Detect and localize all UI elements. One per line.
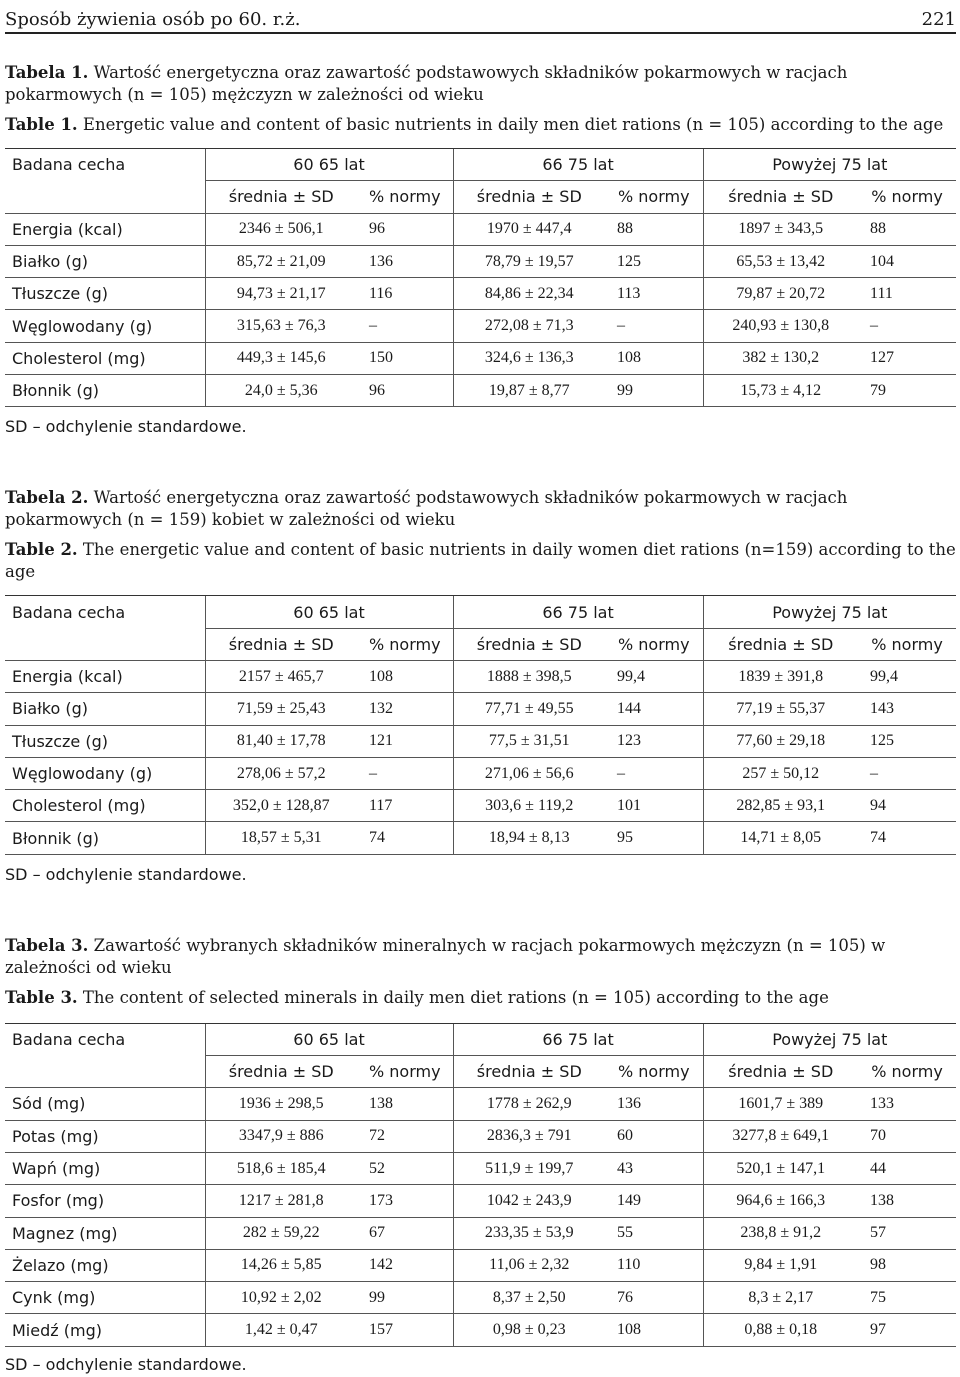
cell-percent-norm: 117 <box>357 790 453 822</box>
data-table <box>5 148 956 407</box>
age-group-header: Powyżej 75 lat <box>703 1023 956 1055</box>
table-row <box>5 245 956 277</box>
cell-mean-sd: 240,93 ± 130,8 <box>703 310 858 342</box>
empty-header-cell <box>5 628 205 660</box>
cell-percent-norm: 144 <box>605 693 703 725</box>
cell-mean-sd: 272,08 ± 71,3 <box>453 310 605 342</box>
cell-percent-norm: 173 <box>357 1185 453 1217</box>
subheader-mean-sd: średnia ± SD <box>205 628 357 660</box>
cell-percent-norm: 74 <box>357 822 453 854</box>
cell-mean-sd: 518,6 ± 185,4 <box>205 1152 357 1184</box>
caption-en <box>5 539 956 583</box>
cell-mean-sd: 18,94 ± 8,13 <box>453 822 605 854</box>
row-label: Energia (kcal) <box>5 213 205 245</box>
cell-mean-sd: 3277,8 ± 649,1 <box>703 1120 858 1152</box>
table-section-1 <box>5 62 956 439</box>
cell-mean-sd: 282,85 ± 93,1 <box>703 790 858 822</box>
caption-pl-text: Zawartość wybranych składników mineralnych w racjach pokarmowych mężczyzn (n = 105) w zależności od wieku <box>5 935 886 977</box>
table-row <box>5 1249 956 1281</box>
caption-pl <box>5 935 956 979</box>
cell-mean-sd: 77,60 ± 29,18 <box>703 725 858 757</box>
cell-percent-norm: 136 <box>357 245 453 277</box>
table-row <box>5 822 956 854</box>
cell-percent-norm: 99 <box>605 375 703 407</box>
table-section-2 <box>5 487 956 886</box>
cell-percent-norm: 116 <box>357 278 453 310</box>
cell-percent-norm: 108 <box>357 660 453 692</box>
cell-mean-sd: 1888 ± 398,5 <box>453 660 605 692</box>
caption-pl <box>5 62 956 106</box>
row-label: Żelazo (mg) <box>5 1249 205 1281</box>
caption-en-label: Table 1. <box>5 115 78 134</box>
subheader-percent-norm: % normy <box>858 181 956 213</box>
table-section-3 <box>5 935 956 1377</box>
cell-percent-norm: – <box>605 757 703 789</box>
cell-mean-sd: 14,71 ± 8,05 <box>703 822 858 854</box>
cell-mean-sd: 1601,7 ± 389 <box>703 1088 858 1120</box>
cell-percent-norm: 95 <box>605 822 703 854</box>
row-label: Tłuszcze (g) <box>5 278 205 310</box>
subheader-percent-norm: % normy <box>357 181 453 213</box>
subheader-mean-sd: średnia ± SD <box>453 181 605 213</box>
row-label: Cholesterol (mg) <box>5 790 205 822</box>
caption-en-label: Table 3. <box>5 987 78 1007</box>
cell-percent-norm: 94 <box>858 790 956 822</box>
table-row <box>5 1217 956 1249</box>
cell-percent-norm: 113 <box>605 278 703 310</box>
cell-percent-norm: 111 <box>858 278 956 310</box>
row-label: Błonnik (g) <box>5 375 205 407</box>
cell-mean-sd: 10,92 ± 2,02 <box>205 1282 357 1314</box>
cell-percent-norm: – <box>605 310 703 342</box>
cell-mean-sd: 2346 ± 506,1 <box>205 213 357 245</box>
cell-percent-norm: 97 <box>858 1314 956 1346</box>
running-head <box>5 0 956 30</box>
table-row <box>5 1185 956 1217</box>
row-label: Fosfor (mg) <box>5 1185 205 1217</box>
subheader-percent-norm: % normy <box>357 628 453 660</box>
row-label: Cholesterol (mg) <box>5 342 205 374</box>
age-group-header: 60 65 lat <box>205 149 453 181</box>
age-group-header: 66 75 lat <box>453 596 703 628</box>
cell-percent-norm: 96 <box>357 375 453 407</box>
row-label: Węglowodany (g) <box>5 757 205 789</box>
cell-mean-sd: 324,6 ± 136,3 <box>453 342 605 374</box>
table-row <box>5 1088 956 1120</box>
cell-mean-sd: 24,0 ± 5,36 <box>205 375 357 407</box>
subheader-percent-norm: % normy <box>357 1056 453 1088</box>
cell-percent-norm: 108 <box>605 1314 703 1346</box>
tables-container <box>5 62 956 1377</box>
subheader-percent-norm: % normy <box>605 181 703 213</box>
page-number: 221 <box>921 9 956 30</box>
cell-mean-sd: 0,98 ± 0,23 <box>453 1314 605 1346</box>
cell-mean-sd: 15,73 ± 4,12 <box>703 375 858 407</box>
row-label: Magnez (mg) <box>5 1217 205 1249</box>
caption-en-label: Table 2. <box>5 540 78 560</box>
cell-percent-norm: 99,4 <box>858 660 956 692</box>
table-row <box>5 342 956 374</box>
age-group-header: 60 65 lat <box>205 1023 453 1055</box>
column-header-feature: Badana cecha <box>5 596 205 628</box>
caption-en <box>5 114 956 136</box>
column-header-feature: Badana cecha <box>5 1023 205 1055</box>
cell-mean-sd: 81,40 ± 17,78 <box>205 725 357 757</box>
subheader-mean-sd: średnia ± SD <box>703 181 858 213</box>
subheader-percent-norm: % normy <box>605 628 703 660</box>
cell-percent-norm: 70 <box>858 1120 956 1152</box>
footnote: SD – odchylenie standardowe. <box>5 864 247 884</box>
data-table <box>5 1023 956 1347</box>
cell-percent-norm: 138 <box>357 1088 453 1120</box>
cell-mean-sd: 278,06 ± 57,2 <box>205 757 357 789</box>
row-label: Węglowodany (g) <box>5 310 205 342</box>
cell-mean-sd: 18,57 ± 5,31 <box>205 822 357 854</box>
caption-pl-text: Wartość energetyczna oraz zawartość podstawowych składników pokarmowych w racjach pokarmowych (n = 105) mężczyzn w zależności od wieku <box>5 63 848 104</box>
subheader-mean-sd: średnia ± SD <box>205 1056 357 1088</box>
cell-percent-norm: 127 <box>858 342 956 374</box>
cell-mean-sd: 1970 ± 447,4 <box>453 213 605 245</box>
row-label: Cynk (mg) <box>5 1282 205 1314</box>
table-row <box>5 375 956 407</box>
table-row <box>5 213 956 245</box>
document-page <box>5 0 956 1377</box>
cell-mean-sd: 19,87 ± 8,77 <box>453 375 605 407</box>
subheader-mean-sd: średnia ± SD <box>453 628 605 660</box>
caption-en <box>5 987 956 1009</box>
table-row <box>5 1314 956 1346</box>
age-group-header: 66 75 lat <box>453 149 703 181</box>
cell-mean-sd: 1778 ± 262,9 <box>453 1088 605 1120</box>
cell-percent-norm: 44 <box>858 1152 956 1184</box>
cell-mean-sd: 65,53 ± 13,42 <box>703 245 858 277</box>
subheader-percent-norm: % normy <box>605 1056 703 1088</box>
cell-percent-norm: 52 <box>357 1152 453 1184</box>
row-label: Błonnik (g) <box>5 822 205 854</box>
cell-percent-norm: 108 <box>605 342 703 374</box>
cell-mean-sd: 257 ± 50,12 <box>703 757 858 789</box>
cell-percent-norm: 121 <box>357 725 453 757</box>
subheader-percent-norm: % normy <box>858 628 956 660</box>
cell-percent-norm: 157 <box>357 1314 453 1346</box>
cell-percent-norm: 99 <box>357 1282 453 1314</box>
cell-mean-sd: 511,9 ± 199,7 <box>453 1152 605 1184</box>
table-row <box>5 278 956 310</box>
subheader-mean-sd: średnia ± SD <box>703 628 858 660</box>
subheader-percent-norm: % normy <box>858 1056 956 1088</box>
cell-mean-sd: 77,19 ± 55,37 <box>703 693 858 725</box>
cell-mean-sd: 1,42 ± 0,47 <box>205 1314 357 1346</box>
cell-percent-norm: 57 <box>858 1217 956 1249</box>
cell-percent-norm: – <box>858 757 956 789</box>
column-header-feature: Badana cecha <box>5 149 205 181</box>
cell-percent-norm: 125 <box>605 245 703 277</box>
header-rule <box>5 32 956 34</box>
cell-mean-sd: 9,84 ± 1,91 <box>703 1249 858 1281</box>
subheader-mean-sd: średnia ± SD <box>453 1056 605 1088</box>
cell-mean-sd: 77,71 ± 49,55 <box>453 693 605 725</box>
cell-percent-norm: 133 <box>858 1088 956 1120</box>
cell-percent-norm: 60 <box>605 1120 703 1152</box>
table-row <box>5 1152 956 1184</box>
cell-percent-norm: 79 <box>858 375 956 407</box>
cell-percent-norm: 55 <box>605 1217 703 1249</box>
cell-mean-sd: 1897 ± 343,5 <box>703 213 858 245</box>
running-title: Sposób żywienia osób po 60. r.ż. <box>5 9 301 30</box>
cell-mean-sd: 238,8 ± 91,2 <box>703 1217 858 1249</box>
table-row <box>5 310 956 342</box>
cell-mean-sd: 11,06 ± 2,32 <box>453 1249 605 1281</box>
empty-header-cell <box>5 1056 205 1088</box>
row-label: Sód (mg) <box>5 1088 205 1120</box>
caption-pl <box>5 487 956 531</box>
cell-mean-sd: 2836,3 ± 791 <box>453 1120 605 1152</box>
cell-percent-norm: 76 <box>605 1282 703 1314</box>
cell-percent-norm: 99,4 <box>605 660 703 692</box>
cell-percent-norm: 123 <box>605 725 703 757</box>
caption-pl-text: Wartość energetyczna oraz zawartość podstawowych składników pokarmowych w racjach pokarmowych (n = 159) kobiet w zależności od wieku <box>5 488 848 530</box>
cell-percent-norm: 142 <box>357 1249 453 1281</box>
cell-percent-norm: 98 <box>858 1249 956 1281</box>
age-group-header: Powyżej 75 lat <box>703 596 956 628</box>
table-row <box>5 693 956 725</box>
cell-percent-norm: 125 <box>858 725 956 757</box>
cell-mean-sd: 8,3 ± 2,17 <box>703 1282 858 1314</box>
subheader-mean-sd: średnia ± SD <box>703 1056 858 1088</box>
cell-mean-sd: 71,59 ± 25,43 <box>205 693 357 725</box>
cell-percent-norm: – <box>357 310 453 342</box>
cell-mean-sd: 1217 ± 281,8 <box>205 1185 357 1217</box>
row-label: Miedź (mg) <box>5 1314 205 1346</box>
age-group-header: 60 65 lat <box>205 596 453 628</box>
footnote: SD – odchylenie standardowe. <box>5 417 247 437</box>
table-row <box>5 725 956 757</box>
cell-mean-sd: 1936 ± 298,5 <box>205 1088 357 1120</box>
cell-percent-norm: 96 <box>357 213 453 245</box>
cell-mean-sd: 8,37 ± 2,50 <box>453 1282 605 1314</box>
table-row <box>5 1282 956 1314</box>
empty-header-cell <box>5 181 205 213</box>
age-group-header: 66 75 lat <box>453 1023 703 1055</box>
cell-mean-sd: 0,88 ± 0,18 <box>703 1314 858 1346</box>
cell-percent-norm: 143 <box>858 693 956 725</box>
cell-percent-norm: 74 <box>858 822 956 854</box>
age-group-header: Powyżej 75 lat <box>703 149 956 181</box>
cell-percent-norm: 67 <box>357 1217 453 1249</box>
cell-percent-norm: 138 <box>858 1185 956 1217</box>
cell-percent-norm: 104 <box>858 245 956 277</box>
cell-percent-norm: 150 <box>357 342 453 374</box>
table-row <box>5 660 956 692</box>
cell-percent-norm: 88 <box>605 213 703 245</box>
row-label: Tłuszcze (g) <box>5 725 205 757</box>
row-label: Potas (mg) <box>5 1120 205 1152</box>
table-row <box>5 757 956 789</box>
cell-mean-sd: 315,63 ± 76,3 <box>205 310 357 342</box>
cell-mean-sd: 1042 ± 243,9 <box>453 1185 605 1217</box>
cell-mean-sd: 2157 ± 465,7 <box>205 660 357 692</box>
footnote: SD – odchylenie standardowe. <box>5 1354 247 1374</box>
row-label: Białko (g) <box>5 693 205 725</box>
cell-mean-sd: 449,3 ± 145,6 <box>205 342 357 374</box>
cell-mean-sd: 84,86 ± 22,34 <box>453 278 605 310</box>
cell-mean-sd: 352,0 ± 128,87 <box>205 790 357 822</box>
caption-pl-label: Tabela 3. <box>5 935 89 955</box>
row-label: Wapń (mg) <box>5 1152 205 1184</box>
caption-en-text: The content of selected minerals in daily men diet rations (n = 105) according to the age <box>82 987 829 1007</box>
subheader-mean-sd: średnia ± SD <box>205 181 357 213</box>
cell-mean-sd: 382 ± 130,2 <box>703 342 858 374</box>
cell-mean-sd: 3347,9 ± 886 <box>205 1120 357 1152</box>
cell-mean-sd: 233,35 ± 53,9 <box>453 1217 605 1249</box>
cell-mean-sd: 303,6 ± 119,2 <box>453 790 605 822</box>
cell-percent-norm: 110 <box>605 1249 703 1281</box>
cell-percent-norm: 101 <box>605 790 703 822</box>
cell-mean-sd: 271,06 ± 56,6 <box>453 757 605 789</box>
row-label: Białko (g) <box>5 245 205 277</box>
cell-mean-sd: 1839 ± 391,8 <box>703 660 858 692</box>
cell-mean-sd: 94,73 ± 21,17 <box>205 278 357 310</box>
cell-percent-norm: 132 <box>357 693 453 725</box>
cell-percent-norm: 88 <box>858 213 956 245</box>
cell-percent-norm: 149 <box>605 1185 703 1217</box>
caption-en-text: Energetic value and content of basic nutrients in daily men diet rations (n = 105) according to the age <box>82 115 944 134</box>
data-table <box>5 595 956 854</box>
cell-mean-sd: 79,87 ± 20,72 <box>703 278 858 310</box>
caption-pl-label: Tabela 1. <box>5 63 89 82</box>
cell-percent-norm: – <box>858 310 956 342</box>
table-row <box>5 1120 956 1152</box>
table-row <box>5 790 956 822</box>
caption-en-text: The energetic value and content of basic nutrients in daily women diet rations (n=159) according to the age <box>5 540 956 582</box>
caption-pl-label: Tabela 2. <box>5 488 89 508</box>
row-label: Energia (kcal) <box>5 660 205 692</box>
cell-mean-sd: 282 ± 59,22 <box>205 1217 357 1249</box>
cell-percent-norm: 72 <box>357 1120 453 1152</box>
cell-percent-norm: 75 <box>858 1282 956 1314</box>
cell-percent-norm: 136 <box>605 1088 703 1120</box>
cell-mean-sd: 77,5 ± 31,51 <box>453 725 605 757</box>
cell-percent-norm: 43 <box>605 1152 703 1184</box>
cell-mean-sd: 964,6 ± 166,3 <box>703 1185 858 1217</box>
cell-mean-sd: 520,1 ± 147,1 <box>703 1152 858 1184</box>
cell-mean-sd: 14,26 ± 5,85 <box>205 1249 357 1281</box>
cell-mean-sd: 85,72 ± 21,09 <box>205 245 357 277</box>
cell-percent-norm: – <box>357 757 453 789</box>
cell-mean-sd: 78,79 ± 19,57 <box>453 245 605 277</box>
